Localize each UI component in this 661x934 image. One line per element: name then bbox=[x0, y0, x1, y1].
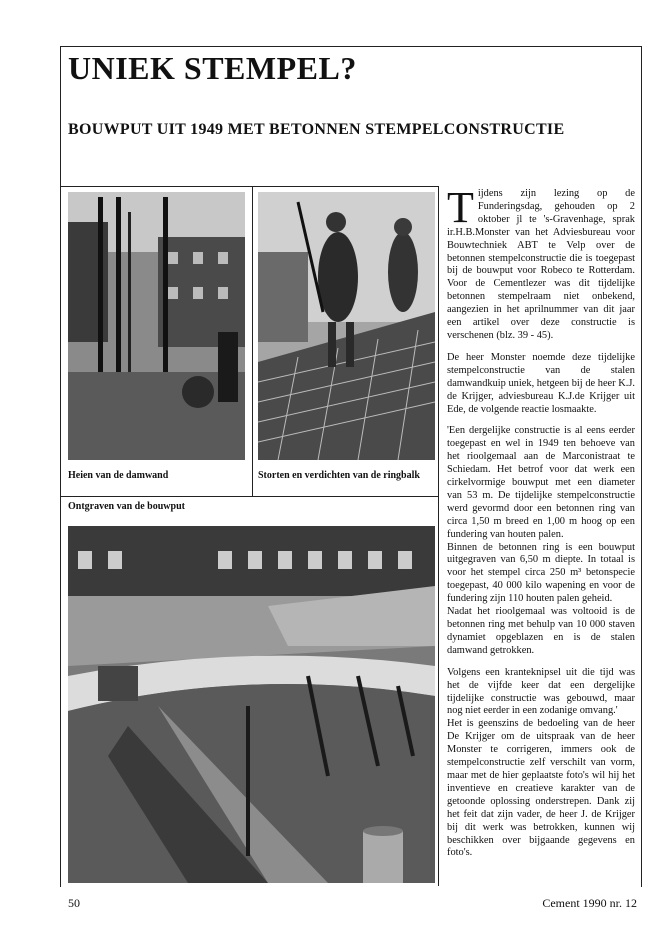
photo-divider bbox=[252, 186, 253, 496]
photo-pile-driving bbox=[68, 192, 245, 460]
article-paragraph bbox=[447, 183, 635, 343]
article-paragraph-6: Volgens een kranteknipsel uit die tijd was het de vijfde keer dat een dergelijke tijdelijke constructie was gebouwd, maar nog niet eerder in een zodanige omvang.' bbox=[447, 666, 635, 717]
page-title: UNIEK STEMPEL? bbox=[68, 50, 357, 86]
caption-pile-driving: Heien van de damwand bbox=[68, 470, 169, 481]
drop-cap: T bbox=[447, 183, 474, 232]
photo-excavation bbox=[68, 526, 435, 883]
article-paragraph-5: Nadat het rioolgemaal was voltooid is de betonnen ring met behulp van 10 000 staven dynamiet opgeblazen en is de stalen damwand getrokken. bbox=[447, 606, 635, 656]
article-paragraph-4: Binnen de betonnen ring is een bouwput uitgegraven van 6,50 m diepte. In totaal is voor het stempel circa 250 m³ betonspecie toegepast, 40 000 kilo wapening en voor de fundering zijn 110 houten palen geheid. bbox=[447, 541, 635, 605]
article-paragraph-2: De heer Monster noemde deze tijdelijke stempelconstructie van de stalen damwandkuip uniek, hetgeen bij de heer K.J. de Krijger, adviesbureau K.J.de Krijger uit Ede, de volgende reactie losmaakte. bbox=[447, 351, 635, 415]
caption-excavation: Ontgraven van de bouwput bbox=[68, 501, 185, 512]
article-body bbox=[447, 183, 635, 869]
page-number: 50 bbox=[68, 896, 80, 910]
journal-reference: Cement 1990 nr. 12 bbox=[542, 896, 637, 910]
divider-captions bbox=[60, 496, 438, 497]
article-paragraph-3: 'Een dergelijke constructie is al eens eerder toegepast en wel in 1949 ten behoeve van het rioolgemaal aan de Marconistraat te Schiedam. Het betrof voor dat werk een cirkelvormige bouwput met een diameter van 53 m. De tijdelijke stempelconstructie werd gevormd door een betonnen ring van circa 1,50 m breed en 1,00 m hoog op een fundering van houten palen. bbox=[447, 425, 635, 540]
article-paragraph-1: ijdens zijn lezing op de Funderingsdag, gehouden op 2 oktober jl te 's-Gravenhage, sprak ir.H.B.Monster van het Adviesbureau voor Bouwtechniek ABT te Velp over de betonnen stempelconstructie die is toegepast bij de bouwput voor Robeco te Rotterdam. Voor de Cementlezer was dit tijdelijke betonnen stempelraam niet onbekend, aangezien in het aprilnummer van dit jaar een artikel over deze constructie is verschenen (blz. 39 - 45). bbox=[447, 188, 635, 341]
divider-top bbox=[60, 186, 438, 187]
article-paragraph-7: Het is geenszins de bedoeling van de heer De Krijger om de uitspraak van de heer Monster te corrigeren, immers ook de stempelconstructie zelf verschilt van vorm, maar met de hier geplaatste foto's wil hij het inventieve en creatieve karakter van de getoonde oplossing onderstrepen. Dank zij het feit dat zijn vader, de heer J. de Krijger bij dit werk was betrokken, kunnen wij beschikken over bijgaande gegevens en foto's. bbox=[447, 718, 635, 859]
photo-pouring-ring-beam bbox=[258, 192, 435, 460]
column-divider bbox=[438, 186, 439, 886]
caption-pouring-ring-beam: Storten en verdichten van de ringbalk bbox=[258, 470, 420, 481]
page-subtitle: BOUWPUT UIT 1949 MET BETONNEN STEMPELCONSTRUCTIE bbox=[68, 121, 565, 138]
